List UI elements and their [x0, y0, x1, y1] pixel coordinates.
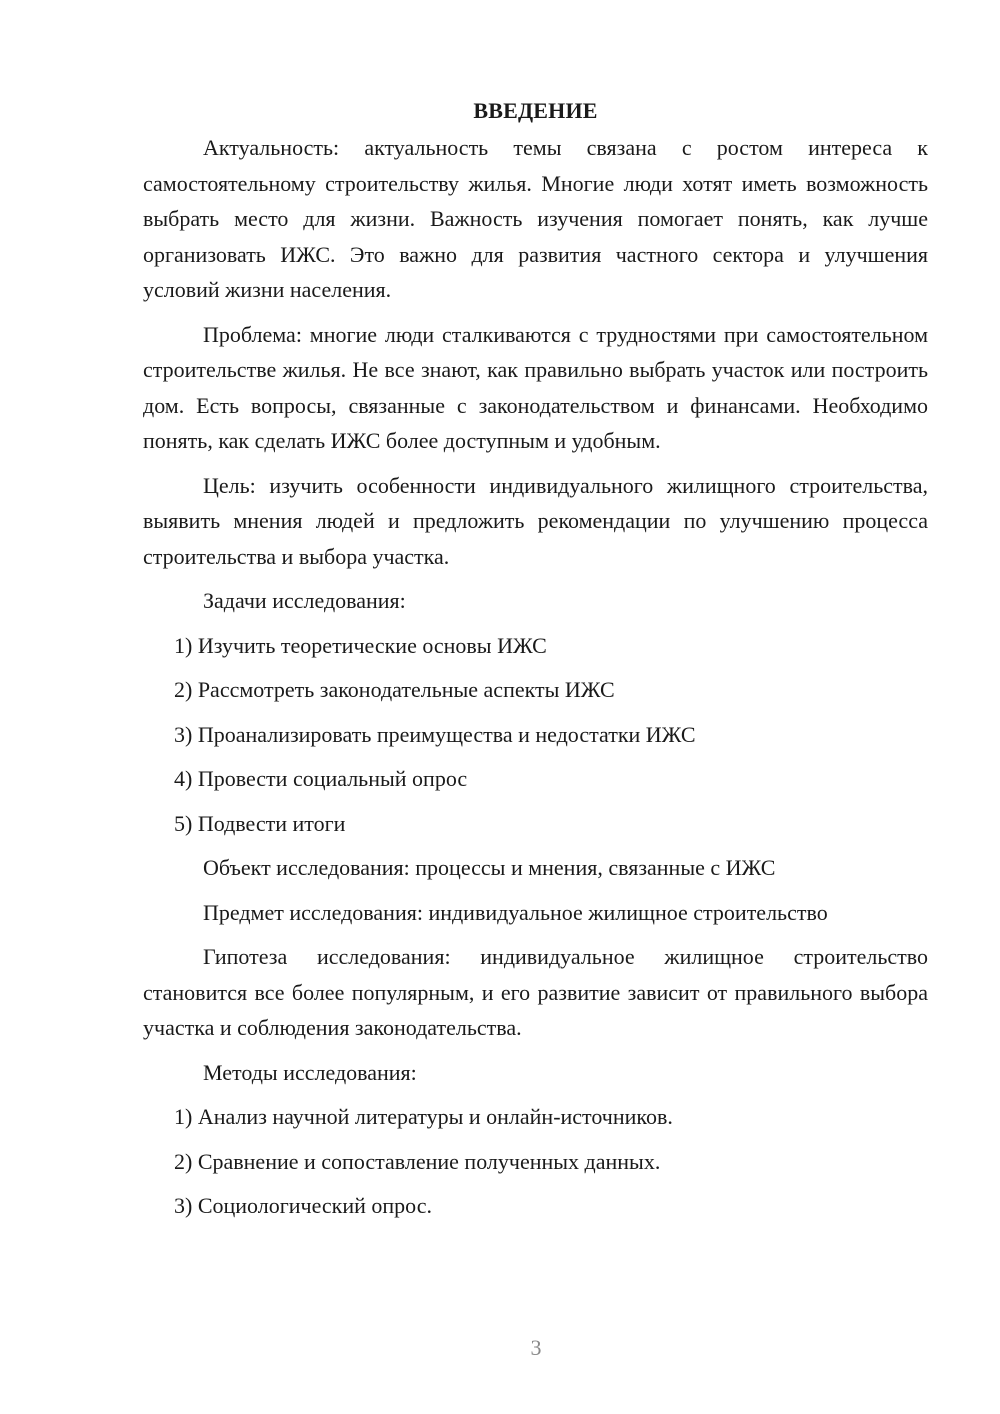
- methods-heading: Методы исследования:: [203, 1059, 417, 1085]
- tasks-list-item: 5) Подвести итоги: [174, 810, 346, 836]
- section-title: ВВЕДЕНИЕ: [473, 98, 598, 123]
- relevance-paragraph: Актуальность: актуальность темы связана с ростом интереса к самостоятельному строительству жилья. Многие люди хотят иметь возможность выбрать место для жизни. Важность изучения помогает понять, как лучше организовать ИЖС. Это важно для развития частного сектора и улучшения условий жизни населения.: [143, 135, 928, 302]
- methods-list: [143, 1099, 928, 1224]
- tasks-list: [143, 628, 928, 842]
- tasks-list-item: 3) Проанализировать преимущества и недостатки ИЖС: [174, 721, 696, 747]
- problem-paragraph: Проблема: многие люди сталкиваются с трудностями при самостоятельном строительстве жилья. Не все знают, как правильно выбрать участок или построить дом. Есть вопросы, связанные с законодательством и финансами. Необходимо понять, как сделать ИЖС более доступным и удобным.: [143, 321, 928, 453]
- subject-paragraph: Предмет исследования: индивидуальное жилищное строительство: [203, 899, 828, 925]
- tasks-list-item: 4) Провести социальный опрос: [174, 766, 468, 791]
- methods-list-item: 2) Сравнение и сопоставление полученных данных.: [174, 1148, 661, 1174]
- hypothesis-paragraph: Гипотеза исследования: индивидуальное жилищное строительство становится все более популярным, и его развитие зависит от правильного выбора участка и соблюдения законодательства.: [143, 944, 928, 1040]
- object-paragraph: Объект исследования: процессы и мнения, связанные с ИЖС: [203, 855, 776, 880]
- goal-paragraph: Цель: изучить особенности индивидуального жилищного строительства, выявить мнения людей и предложить рекомендации по улучшению процесса строительства и выбора участка.: [143, 472, 928, 569]
- tasks-list-item: 2) Рассмотреть законодательные аспекты ИЖС: [174, 677, 615, 702]
- document-body: [143, 92, 928, 1233]
- methods-list-item: 3) Социологический опрос.: [174, 1193, 432, 1218]
- tasks-heading: Задачи исследования:: [203, 588, 406, 613]
- tasks-list-item: 1) Изучить теоретические основы ИЖС: [174, 632, 547, 658]
- page-number: 3: [530, 1335, 542, 1360]
- methods-list-item: 1) Анализ научной литературы и онлайн-источников.: [174, 1104, 673, 1129]
